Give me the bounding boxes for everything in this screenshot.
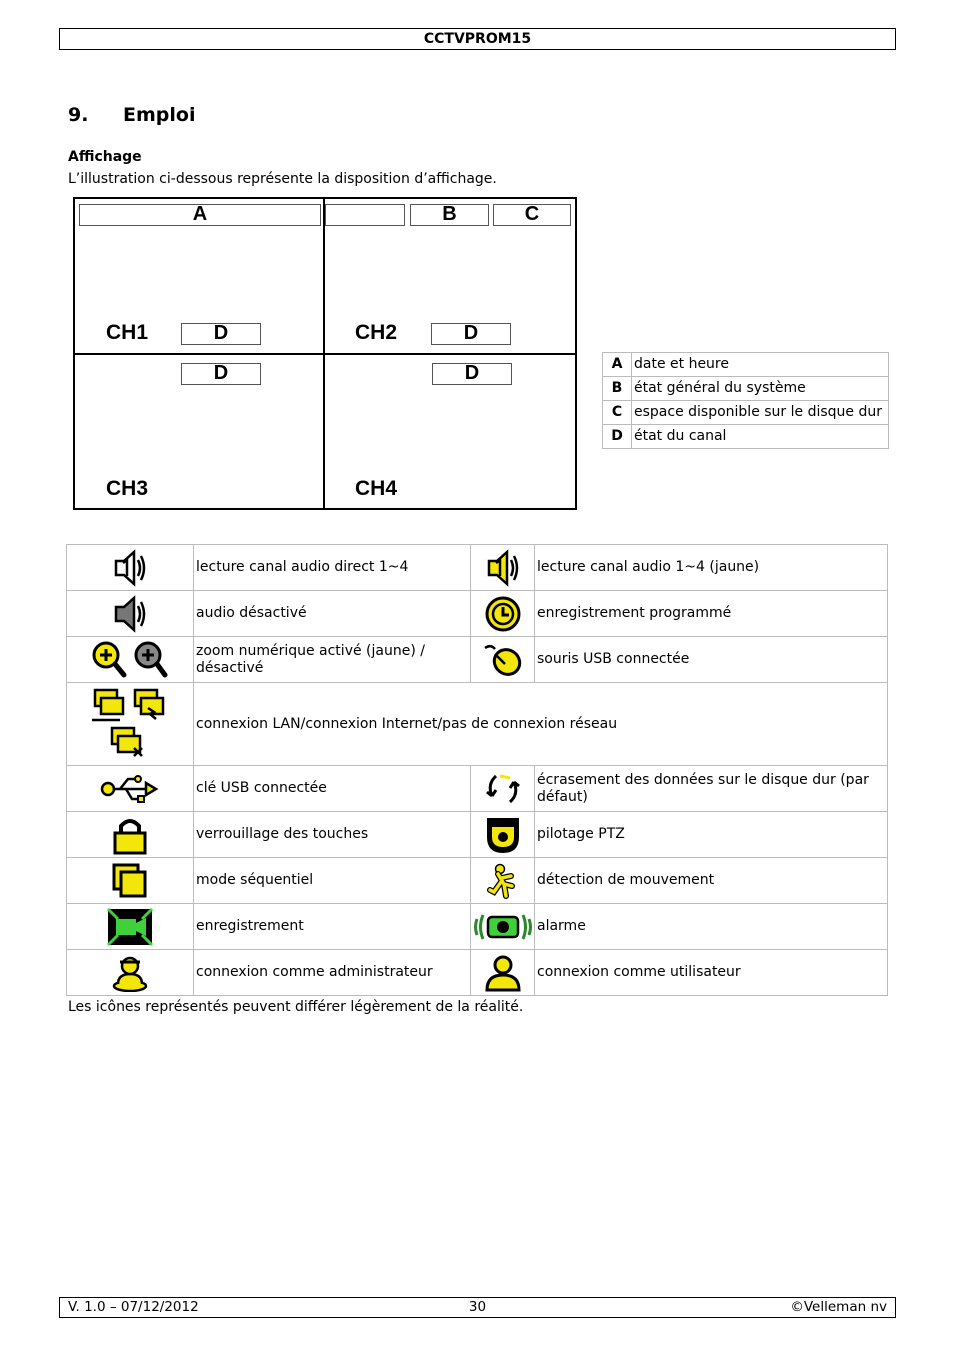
icon-description: connexion comme administrateur bbox=[194, 950, 471, 996]
icon-table-row bbox=[67, 591, 888, 637]
icon-cell bbox=[67, 637, 194, 683]
icon-description: verrouillage des touches bbox=[194, 812, 471, 858]
legend-text: espace disponible sur le disque dur bbox=[632, 401, 889, 425]
mouse-icon bbox=[481, 642, 525, 678]
icon-cell bbox=[471, 858, 535, 904]
icon-table-row bbox=[67, 766, 888, 812]
legend-text: date et heure bbox=[632, 353, 889, 377]
icon-description: lecture canal audio 1~4 (jaune) bbox=[535, 545, 888, 591]
icon-description: détection de mouvement bbox=[535, 858, 888, 904]
label-box-b: B bbox=[410, 204, 489, 226]
label-box-c: C bbox=[493, 204, 571, 226]
icon-cell bbox=[471, 766, 535, 812]
label-box-d-ch1: D bbox=[181, 323, 261, 345]
icon-description: clé USB connectée bbox=[194, 766, 471, 812]
network-icons bbox=[90, 686, 170, 762]
legend-key: A bbox=[603, 353, 632, 377]
channel-label-ch2: CH2 bbox=[355, 321, 398, 344]
channel-label-ch1: CH1 bbox=[106, 321, 149, 344]
icon-description: alarme bbox=[535, 904, 888, 950]
icon-table-row bbox=[67, 812, 888, 858]
legend-table bbox=[602, 352, 889, 449]
alarm-icon bbox=[474, 909, 532, 945]
section-number: 9. bbox=[68, 104, 89, 126]
admin-icon bbox=[110, 954, 150, 992]
icon-table-row bbox=[67, 545, 888, 591]
record-icon bbox=[106, 907, 154, 947]
icon-description: enregistrement bbox=[194, 904, 471, 950]
label-box-d-ch2: D bbox=[431, 323, 511, 345]
icon-description: connexion LAN/connexion Internet/pas de connexion réseau bbox=[194, 683, 888, 766]
legend-row bbox=[603, 377, 889, 401]
legend-text: état général du système bbox=[632, 377, 889, 401]
disclaimer-note: Les icônes représentés peuvent différer légèrement de la réalité. bbox=[68, 999, 524, 1015]
motion-icon bbox=[484, 862, 522, 900]
icon-cell bbox=[67, 904, 194, 950]
icon-table-row bbox=[67, 637, 888, 683]
legend-row bbox=[603, 425, 889, 449]
clock-icon bbox=[484, 595, 522, 633]
icon-description: connexion comme utilisateur bbox=[535, 950, 888, 996]
icon-table-row bbox=[67, 858, 888, 904]
icon-description: zoom numérique activé (jaune) / désactivé bbox=[194, 637, 471, 683]
legend-row bbox=[603, 353, 889, 377]
diagram-divider-horizontal bbox=[75, 353, 575, 355]
overwrite-icon bbox=[484, 770, 522, 808]
icon-cell bbox=[67, 591, 194, 637]
page-footer bbox=[59, 1297, 896, 1318]
legend-text: état du canal bbox=[632, 425, 889, 449]
icon-cell bbox=[471, 904, 535, 950]
channel-label-ch3: CH3 bbox=[106, 477, 149, 500]
speaker-1-icon bbox=[112, 549, 148, 587]
lock-icon bbox=[111, 815, 149, 855]
page-header bbox=[59, 28, 896, 50]
icon-description: audio désactivé bbox=[194, 591, 471, 637]
section-title: Emploi bbox=[123, 104, 196, 126]
icon-cell bbox=[471, 591, 535, 637]
label-box-empty bbox=[325, 204, 405, 226]
footer-company: ©Velleman nv bbox=[790, 1299, 887, 1315]
icon-cell bbox=[67, 545, 194, 591]
ptz-icon bbox=[484, 815, 522, 855]
icon-cell bbox=[67, 683, 194, 766]
zoom-icons bbox=[92, 640, 168, 680]
sequence-icon bbox=[111, 862, 149, 900]
subsection-title: Affichage bbox=[68, 149, 142, 165]
channel-label-ch4: CH4 bbox=[355, 477, 398, 500]
icon-description: souris USB connectée bbox=[535, 637, 888, 683]
icon-cell bbox=[471, 950, 535, 996]
icon-table-row bbox=[67, 683, 888, 766]
legend-key: C bbox=[603, 401, 632, 425]
icon-table-row bbox=[67, 904, 888, 950]
icon-cell bbox=[67, 858, 194, 904]
label-box-d-ch4: D bbox=[432, 363, 512, 385]
icon-cell bbox=[471, 812, 535, 858]
icon-table-row bbox=[67, 950, 888, 996]
intro-text: L’illustration ci-dessous représente la disposition d’affichage. bbox=[68, 171, 497, 187]
label-box-a: A bbox=[79, 204, 321, 226]
icon-description: lecture canal audio direct 1~4 bbox=[194, 545, 471, 591]
legend-row bbox=[603, 401, 889, 425]
icon-cell bbox=[471, 637, 535, 683]
header-model: CCTVPROM15 bbox=[423, 31, 532, 47]
legend-key: B bbox=[603, 377, 632, 401]
icon-description: pilotage PTZ bbox=[535, 812, 888, 858]
label-box-d-ch3: D bbox=[181, 363, 261, 385]
display-layout-diagram bbox=[73, 197, 577, 510]
icon-description: écrasement des données sur le disque dur (par défaut) bbox=[535, 766, 888, 812]
icon-cell bbox=[67, 812, 194, 858]
section-heading bbox=[68, 104, 195, 126]
icon-description: mode séquentiel bbox=[194, 858, 471, 904]
icon-cell bbox=[67, 766, 194, 812]
footer-page-number: 30 bbox=[468, 1299, 487, 1315]
icon-table bbox=[66, 544, 888, 996]
icon-cell bbox=[471, 545, 535, 591]
footer-version: V. 1.0 – 07/12/2012 bbox=[68, 1299, 199, 1315]
legend-key: D bbox=[603, 425, 632, 449]
icon-cell bbox=[67, 950, 194, 996]
usb-icon bbox=[100, 774, 160, 804]
speaker-muted-icon bbox=[112, 595, 148, 633]
user-icon bbox=[484, 954, 522, 992]
icon-description: enregistrement programmé bbox=[535, 591, 888, 637]
speaker-1-yellow-icon bbox=[485, 549, 521, 587]
